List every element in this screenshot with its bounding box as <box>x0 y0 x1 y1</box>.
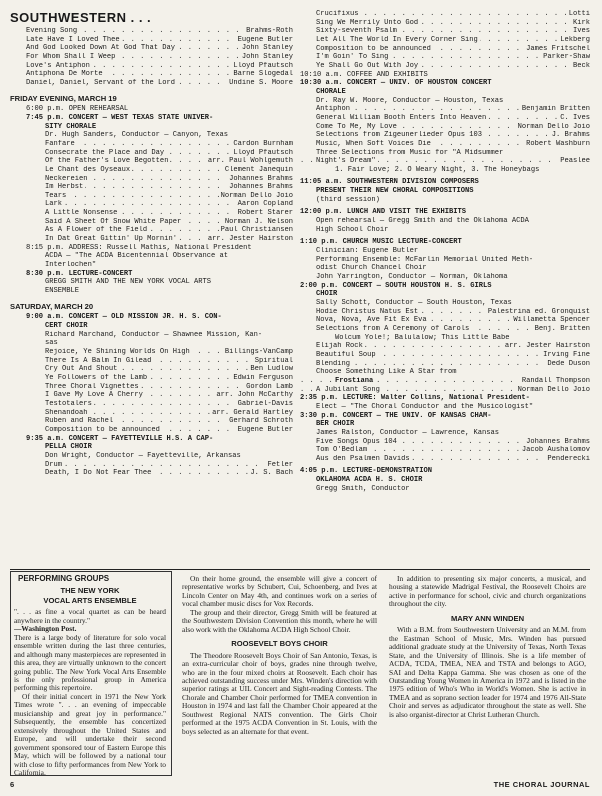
entry-title: Late Have I Loved Thee <box>26 35 120 44</box>
entry-composer: Undine S. Moore <box>229 78 293 87</box>
program-entry <box>45 409 293 418</box>
entry-title: Said A Sheet Of Snow White Paper <box>45 217 182 226</box>
entry-title: Shenandoah <box>45 408 88 417</box>
program-entry <box>26 70 293 79</box>
program-entry <box>45 469 293 478</box>
entry-title: Nova, Nova, Ave Fit Ex Eva <box>316 316 427 325</box>
entry-composer: Aaron Copland <box>237 200 293 209</box>
entry-composer: C. Ives <box>560 113 590 122</box>
section-title: SOUTHWESTERN . . . <box>10 10 152 25</box>
program-entry <box>316 10 590 19</box>
entry-title: I'm Goin' To Sing <box>316 53 389 62</box>
entry-composer: Brahms-Roth <box>246 27 293 35</box>
program-entry <box>45 461 293 470</box>
entry-composer: Billings-VanCamp <box>224 347 293 356</box>
program-entry <box>316 342 590 351</box>
saturday-heading: SATURDAY, MARCH 20 <box>10 301 94 311</box>
entry-title: Sixty-seventh Psalm <box>316 27 397 36</box>
program-entry <box>26 79 293 88</box>
program-entry <box>45 417 293 426</box>
entry-title: Death, I Do Not Fear Thee <box>45 469 152 478</box>
entry-composer: J. S. Bach <box>250 469 293 478</box>
schedule-line: 2:35 p.m. LECTURE: Walter Collins, National President- <box>300 394 530 403</box>
program-entry <box>45 374 293 383</box>
saturday-line: 9:35 a.m. CONCERT — FAYETTEVILLE H.S. A CAP- <box>26 434 214 443</box>
entry-title: Five Songs Opus 104 <box>316 437 397 446</box>
paragraph: On their home ground, the ensemble will give a concert of representative works by Schubert, Cui, Schoenberg, and Ives at Lincoln Center on May 4th, and continues work on a series of vocal chamber music discs for Vox Records. <box>182 574 377 609</box>
schedule-line: CHORALE <box>316 87 346 96</box>
program-entry <box>316 351 590 360</box>
schedule-line: Performing Ensemble: McFarlin Memorial United Meth- <box>316 255 534 264</box>
program-entry <box>45 383 293 392</box>
program-entry <box>45 157 293 166</box>
entry-composer: Norman Dello Joio <box>517 122 590 131</box>
entry-title: Antiphona De Morte <box>26 70 103 79</box>
friday-line: Dr. Hugh Sanders, Conductor — Canyon, Texas <box>45 131 229 140</box>
entry-title: Ye Followers of the Lamb <box>45 373 148 382</box>
schedule-line: 10:10 a.m. COFFEE AND EXHIBITS <box>300 70 428 79</box>
entry-title: Of the Father's Love Begotten <box>45 157 169 166</box>
schedule-line: odist Church Chancel Choir <box>316 264 427 273</box>
program-entry <box>316 114 590 123</box>
saturday-line: PELLA CHOIR <box>45 443 92 452</box>
entry-composer: James Fritschel <box>526 44 590 53</box>
entry-title: General William Booth Enters Into Heaven <box>316 113 487 122</box>
entry-composer: Ives <box>572 27 590 36</box>
program-entry <box>45 209 293 218</box>
friday-line: ENSEMBLE <box>45 287 80 296</box>
entry-title: Composition to be announced <box>316 44 431 53</box>
schedule-line: 1. Fair Love; 2. O Weary Night, 3. The Honeybags <box>335 165 540 174</box>
entry-title: Le Chant des Oyseaux <box>45 165 131 174</box>
program-entry <box>316 140 590 149</box>
entry-composer: Dede Duson <box>547 359 590 368</box>
entry-title: Evening Song <box>26 27 78 35</box>
friday-line: 8:15 p.m. ADDRESS: Russell Mathis, National President <box>26 243 252 252</box>
program-entry <box>45 183 293 192</box>
section-divider <box>10 569 590 570</box>
program-entry <box>316 360 590 369</box>
entry-title: I Gave My Love A Cherry <box>45 391 143 400</box>
program-entry <box>316 123 590 132</box>
program-entry <box>45 348 293 357</box>
schedule-line: Clinician: Eugene Butler <box>316 247 419 256</box>
bio-column-1 <box>14 575 166 777</box>
program-entry <box>316 455 590 464</box>
program-entry <box>316 45 590 54</box>
entry-composer: Benjamin Britten <box>521 105 590 114</box>
entry-composer: Irving Fine <box>543 350 590 359</box>
bio-column-2 <box>182 575 377 736</box>
program-entry <box>45 149 293 158</box>
saturday-line: CERT CHOIR <box>45 322 88 330</box>
program-entry <box>316 62 590 71</box>
entry-composer: Lloyd Pfautsch <box>233 148 293 157</box>
entry-title: And God Looked Down At God That Day <box>26 44 175 53</box>
sh-entries <box>300 308 590 334</box>
program-entry <box>45 175 293 184</box>
entry-composer: Paul Christiansen <box>220 226 293 235</box>
entry-title: Sing We Merrily Unto God <box>316 18 419 27</box>
program-entry <box>45 226 293 235</box>
program-entry <box>45 357 293 366</box>
entry-composer: Jacob Aushalomov <box>521 446 590 455</box>
schedule-line: Dr. Ray W. Moore, Conductor — Houston, Texas <box>316 96 504 105</box>
program-entry <box>316 316 590 325</box>
top-entries <box>300 10 590 71</box>
saturday-line: 9:00 a.m. CONCERT — OLD MISSION JR. H. S. CON- <box>26 313 222 322</box>
mw-title: MARY ANN WINDEN <box>450 613 525 623</box>
journal-title: THE CHORAL JOURNAL <box>493 780 590 789</box>
schedule-line: Elect — "The Choral Conductor and the Musicologist" <box>316 402 534 411</box>
entry-title: Hodie Christus Natus Est <box>316 307 419 316</box>
quote-source: —Washington Post. <box>14 624 77 634</box>
entry-composer: Beck <box>572 61 590 70</box>
entry-composer: Lekberg <box>560 35 590 44</box>
program-entry <box>26 44 293 53</box>
dotted-entry: . . . A Jubilant Song Norman Dello Joio <box>300 386 590 395</box>
schedule-line: 2:00 p.m. CONCERT — SOUTH HOUSTON H. S. GIRLS <box>300 281 492 290</box>
schedule-line: John Yarrington, Conductor — Norman, Oklahoma <box>316 273 508 282</box>
entry-title: Ruben and Rachel <box>45 417 114 426</box>
entry-title: As A Flower of the Field <box>45 226 148 235</box>
schedule-line: Choose Something Like A Star from <box>316 368 457 377</box>
entry-composer: Ben Ludlow <box>250 365 293 374</box>
program-entry <box>26 53 293 62</box>
schedule-line: Open rehearsal — Gregg Smith and the Oklahoma ACDA <box>316 217 529 226</box>
entry-title: Consecrate the Place and Day <box>45 148 165 157</box>
entry-title: Come To Me, My Love <box>316 122 397 131</box>
entry-title: Selections from A Ceremony of Carols <box>316 324 470 333</box>
entry-composer: arr. Paul Wohlgemuth <box>207 157 293 166</box>
program-entry <box>316 36 590 45</box>
entry-composer: Spiritual <box>254 356 293 365</box>
right-column <box>300 10 590 493</box>
entry-title: Cry Out And Shout <box>45 365 118 374</box>
om-entries <box>10 348 293 435</box>
entry-composer: Cardon Burnham <box>233 139 293 148</box>
rb-title: ROOSEVELT BOYS CHOIR <box>231 639 328 649</box>
entry-composer: Gabriel-Davis <box>237 399 293 408</box>
nyva-title: THE NEW YORK <box>60 586 120 596</box>
schedule-line: 12:00 p.m. LUNCH AND VISIT THE EXHIBITS <box>300 208 467 217</box>
paragraph: In addition to presenting six major concerts, a musical, and housing a statewide Madrigal Festival, the Roosevelt Choirs are active in performance for school, civic and church organizations throughout the city. <box>389 574 586 609</box>
entry-composer: Barne Slogedal <box>233 70 293 79</box>
schedule-line: CHOIR <box>316 290 338 299</box>
wt-entries <box>10 140 293 244</box>
entry-title: Music, When Soft Voices Die <box>316 139 431 148</box>
box-title: PERFORMING GROUPS <box>18 574 110 583</box>
program-entry <box>316 131 590 140</box>
entry-composer: Edwin Ferguson <box>233 373 293 382</box>
program-entry <box>26 36 293 45</box>
program-entry <box>316 105 590 114</box>
entry-title: Ye Shall Go Out With Joy <box>316 61 419 70</box>
schedule-line: Wolcum Yole!; Balulalow; This Little Babe <box>335 333 510 342</box>
entry-composer: Kirk <box>572 18 590 27</box>
schedule-line: Gregg Smith, Conductor <box>316 484 410 493</box>
entry-composer: Willametta Spencer <box>513 316 590 325</box>
entry-composer: Fetler <box>267 460 293 469</box>
entry-title: Crucifixus <box>316 10 359 18</box>
schedule-line: (third session) <box>316 195 380 204</box>
program-entry <box>45 400 293 409</box>
program-entry <box>316 19 590 28</box>
friday-heading: FRIDAY EVENING, MARCH 19 <box>10 93 117 103</box>
entry-title: A Little Nonsense <box>45 209 118 218</box>
entry-composer: Johannes Brahms <box>229 183 293 192</box>
program-entry <box>316 27 590 36</box>
entry-composer: Lloyd Pfautsch <box>233 61 293 70</box>
program-entry <box>316 438 590 447</box>
entry-composer: Johannes Brahms <box>229 174 293 183</box>
entry-title: Beautiful Soup <box>316 350 376 359</box>
schedule-line: 10:30 a.m. CONCERT — UNIV. OF HOUSTON CONCERT <box>300 79 492 88</box>
entry-title: Fanfare <box>45 139 75 148</box>
entry-composer: Lotti <box>568 10 590 18</box>
entry-title: Daniel, Daniel, Servant of the Lord <box>26 78 175 87</box>
ku-entries <box>300 438 590 464</box>
entry-composer: Robert Starer <box>237 209 293 218</box>
saturday-line: Richard Marchand, Conductor — Shawnee Mission, Kan- <box>45 330 263 339</box>
entry-composer: Gerhard Schroth <box>229 417 293 426</box>
schedule-line: 3:30 p.m. CONCERT — THE UNIV. OF KANSAS CHAM- <box>300 411 492 420</box>
entry-composer: Robert Washburn <box>526 139 590 148</box>
schedule-line: BER CHOIR <box>316 420 355 429</box>
fa-entries <box>10 461 293 478</box>
friday-line: Interlochen" <box>45 261 97 270</box>
program-entry <box>26 27 293 36</box>
entry-composer: Penderecki <box>547 454 590 463</box>
uh-entries <box>300 105 590 148</box>
paragraph: The Theodore Roosevelt Boys Choir of San Antonio, Texas, is an extra-curricular choir of boys, grades nine through twelve, who are in the four mixed choirs at Roosevelt. Each choir has achieved outstanding success under Mrs. Winden's direction with superior ratings at UIL Concert and Sight-reading Contests. The Chorale and Chamber Choir performed for TMEA convention in Houston in 1974 and last fall the Chamber Choir appeared at the Southwest Regional NATS convention. The Girls Choir performed at the 1975 ACDA Convention in St. Louis, with the boys selected as an alternate for that event. <box>182 650 377 736</box>
entry-title: Tom O'Bedlam <box>316 446 368 455</box>
entry-composer: Norman Dello Joio <box>220 191 293 200</box>
entry-composer: Gordon Lamb <box>246 382 293 391</box>
quote: ". . . as fine a vocal quartet as can be heard anywhere in the country." <box>14 607 166 625</box>
entry-title: Aus den Psalmen Davids <box>316 454 410 463</box>
program-entry <box>316 53 590 62</box>
entry-title: Let All The World In Every Corner Sing <box>316 35 478 44</box>
program-entry <box>316 325 590 334</box>
entry-title: Tears <box>45 191 67 200</box>
entry-composer: arr. Gerald Hartley <box>212 408 293 417</box>
program-entry <box>45 235 293 244</box>
friday-line: 6:00 p.m. OPEN REHEARSAL <box>26 105 129 114</box>
page-number: 6 <box>10 780 15 789</box>
paragraph: There is a large body of literature for solo vocal ensemble written during the last three centuries, and although many masterpieces are represented in this area, they are virtually unknown to the concert going public. The New York Vocal Arts Ensemble is the only professional group in America performing this repertoire. <box>14 632 166 693</box>
schedule-line: Three Selections from Music for "A Midsummer <box>316 148 504 157</box>
dotted-entry: . . . Night's Dream" Peaslee <box>300 157 590 166</box>
entry-composer: Eugene Butler <box>237 35 293 44</box>
entry-composer: Johannes Brahms <box>526 437 590 446</box>
entry-composer: Clement Janequin <box>224 165 293 174</box>
nyva-title: VOCAL ARTS ENSEMBLE <box>43 595 137 605</box>
program-right <box>300 10 590 493</box>
entry-composer: arr. Jester Hairston <box>504 342 590 351</box>
entry-title: Testotalers <box>45 399 92 408</box>
entry-title: For Whom Shall I Weep <box>26 52 116 61</box>
entry-title: Im Herbst <box>45 183 84 192</box>
entry-title: Blending <box>316 359 351 368</box>
program-entry <box>45 140 293 149</box>
program-entry <box>45 426 293 435</box>
saturday-line: Don Wright, Conductor — Fayetteville, Arkansas <box>45 451 241 460</box>
schedule-line: Sally Schott, Conductor — South Houston, Texas <box>316 299 512 307</box>
paragraph: Of their initial concert in 1971 the New York Times wrote ". . . an evening of impeccable musicianship and great joy in performance." Subsequently, the ensemble has concertized extensively throughout the United States and Europe, and will undertake their second government sponsored tour of Eastern Europe this May, which will be followed by a national tour with close to fifty performances from New York to California. <box>14 691 166 777</box>
entry-title: Lark <box>45 200 63 209</box>
entry-title: Rejoice, Ye Shining Worlds On High <box>45 347 190 356</box>
friday-line: 8:30 p.m. LECTURE-CONCERT <box>26 269 133 278</box>
entry-title: There Is A Balm In Gilead <box>45 356 152 365</box>
entry-title: Drum <box>45 460 63 469</box>
program-entry <box>45 391 293 400</box>
entry-composer: Eugene Butler <box>237 425 293 434</box>
entry-composer: John Stanley <box>241 52 293 61</box>
program-entry <box>45 218 293 227</box>
program-left <box>10 27 293 478</box>
schedule-line: 11:05 a.m. SOUTHWESTERN DIVISION COMPOSERS <box>300 178 479 187</box>
schedule-line: PRESENT THEIR NEW CHORAL COMPOSITIONS <box>316 187 474 196</box>
entry-composer: Palestrina ed. Gronquist <box>487 307 590 316</box>
friday-line: GREGG SMITH AND THE NEW YORK VOCAL ARTS <box>45 278 212 287</box>
entry-composer: arr. Jester Hairston <box>207 235 293 244</box>
entry-composer: Norman J. Nelson <box>224 217 293 226</box>
entry-composer: John Stanley <box>241 44 293 53</box>
entry-composer: Benj. Britten <box>534 324 590 333</box>
bio-column-3 <box>389 575 586 719</box>
entry-title: Elijah Rock <box>316 342 363 351</box>
program-entry <box>316 446 590 455</box>
entry-title: Selections from Zigeunerlieder Opus 103 <box>316 131 483 140</box>
entry-title: Neckereien <box>45 174 88 183</box>
top-entries <box>10 27 293 88</box>
program-entry <box>26 62 293 71</box>
program-entry <box>45 365 293 374</box>
program-entry <box>45 166 293 175</box>
schedule-line: James Ralston, Conductor — Lawrence, Kansas <box>316 428 500 437</box>
friday-line: ACDA — "The ACDA Bicentennial Observance at <box>45 252 229 261</box>
friday-line: SITY CHORALE <box>45 122 97 131</box>
entry-title: In Dat Great Gittin' Up Mornin' <box>45 235 177 244</box>
paragraph: With a B.M. from Southwestern University and an M.M. from the Eastman School of Music, Mrs. Winden has pursued additional graduate study at the University of Texas, North Texas State, and the University of Illinois. She is a life member of ACDA, TCDA, TMEA, NEA and TSTA and belongs to AGO, SAI and Delta Kappa Gamma. She was chosen as one of the Outstanding Young Women in America in 1972 and is listed in the 1975 edition of Who's Who in World's Women. She is active in TMEA and as soprano section leader for 1974 and 1976 All-State Choir and serves as adjudicator throughout the state as well. She is also organist-director at Christ Lutheran Church. <box>389 625 586 719</box>
paragraph: The group and their director, Gregg Smith will be featured at the Southwestern Division Convention this month, where he will also work with the Oklahoma ACDA High School Choir. <box>182 607 377 634</box>
schedule-line: High School Choir <box>316 225 389 234</box>
entry-composer: arr. John McCarthy <box>216 391 293 400</box>
dotted-entry: . . . Frostiana Randall Thompson <box>300 377 590 386</box>
entry-title: Three Choral Vignettes <box>45 382 139 391</box>
saturday-line: sas <box>45 339 58 348</box>
entry-title: Antiphon <box>316 105 351 114</box>
entry-composer: Parker-Shaw <box>543 53 590 62</box>
entry-composer: J. Brahms <box>551 131 590 140</box>
program-entry <box>45 192 293 201</box>
program-entry <box>316 308 590 317</box>
schedule-line: 1:10 p.m. CHURCH MUSIC LECTURE-CONCERT <box>300 238 462 247</box>
schedule-line: 4:05 p.m. LECTURE-DEMONSTRATION <box>300 467 432 476</box>
sh-entries-2 <box>300 342 590 368</box>
program-entry <box>45 200 293 209</box>
entry-title: Love's Antiphon <box>26 61 90 70</box>
schedule-line: OKLAHOMA ACDA H. S. CHOIR <box>316 476 423 485</box>
entry-title: Composition to be announced <box>45 425 160 434</box>
left-column <box>10 10 293 478</box>
friday-line: 7:45 p.m. CONCERT — WEST TEXAS STATE UNIVER- <box>26 113 214 122</box>
